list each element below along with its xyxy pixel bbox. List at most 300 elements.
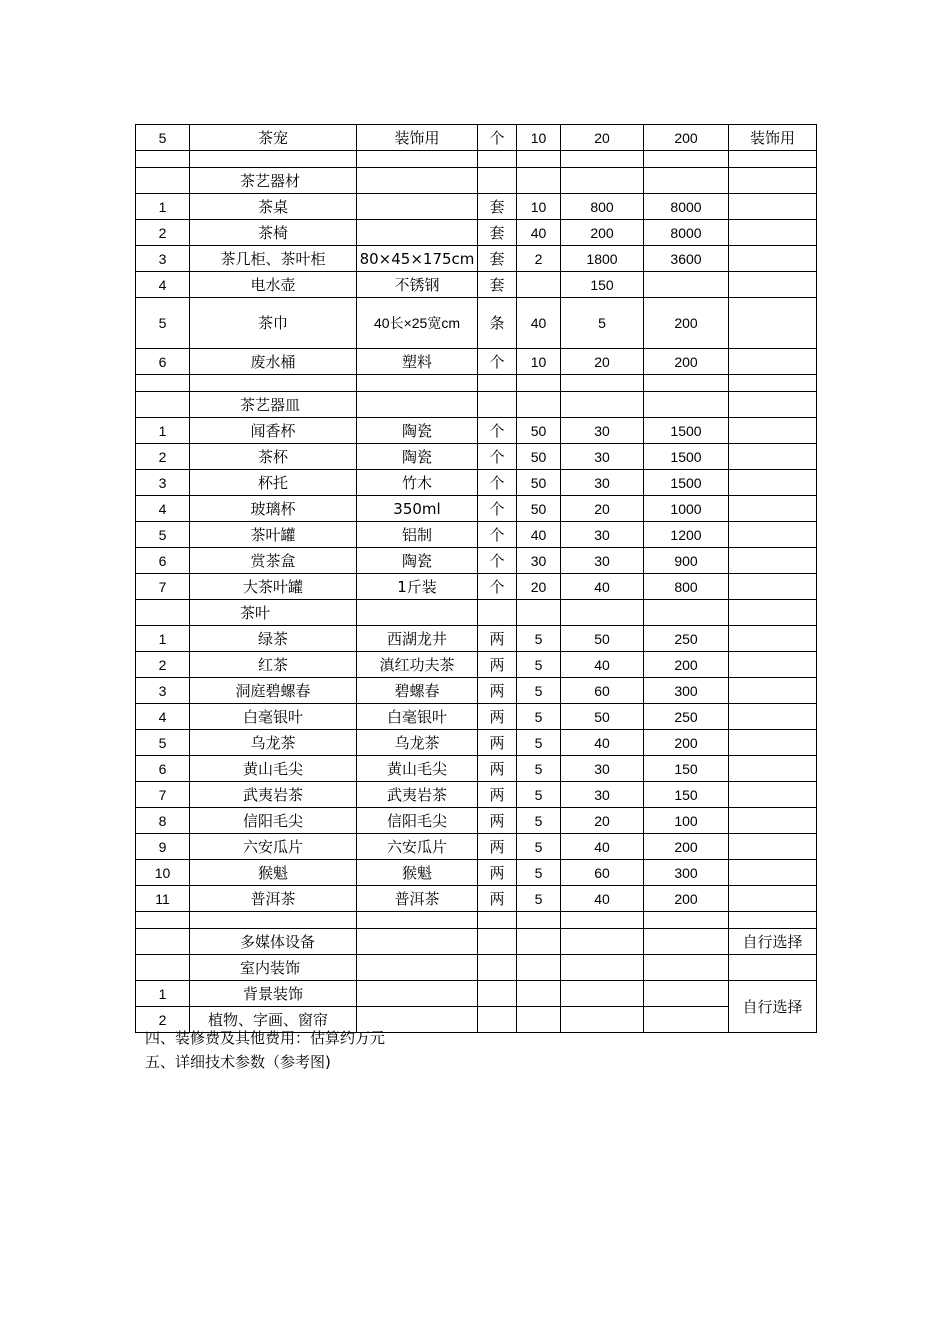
cell-spec: 乌龙茶 <box>357 730 478 756</box>
cell-spec <box>357 220 478 246</box>
cell-no <box>136 955 190 981</box>
cell-note <box>729 470 817 496</box>
cell-unit: 两 <box>478 678 517 704</box>
cell-qty: 5 <box>517 704 561 730</box>
cell-name: 多媒体设备 <box>190 929 357 955</box>
cell-price: 40 <box>561 886 644 912</box>
cell-total: 200 <box>644 834 729 860</box>
cell-spec: 80×45×175cm <box>357 246 478 272</box>
cell-no: 5 <box>136 730 190 756</box>
cell-price: 5 <box>561 298 644 349</box>
cell-spec: 1斤装 <box>357 574 478 600</box>
cell-unit: 套 <box>478 246 517 272</box>
cell-no: 8 <box>136 808 190 834</box>
cell-spec: 装饰用 <box>357 125 478 151</box>
cell-total: 200 <box>644 349 729 375</box>
cell-price <box>561 375 644 392</box>
cell-note <box>729 808 817 834</box>
cell-note <box>729 886 817 912</box>
cell-no: 5 <box>136 522 190 548</box>
cell-name: 茶叶罐 <box>190 522 357 548</box>
cell-total <box>644 375 729 392</box>
cell-no: 4 <box>136 496 190 522</box>
cell-price <box>561 151 644 168</box>
cell-unit: 个 <box>478 522 517 548</box>
cell-unit <box>478 151 517 168</box>
table-row <box>136 548 817 574</box>
cell-unit: 个 <box>478 496 517 522</box>
cell-unit <box>478 912 517 929</box>
cell-qty: 50 <box>517 470 561 496</box>
cell-name: 杯托 <box>190 470 357 496</box>
cell-unit: 套 <box>478 220 517 246</box>
cell-unit <box>478 981 517 1007</box>
cell-unit <box>478 392 517 418</box>
cell-total: 150 <box>644 756 729 782</box>
cell-spec <box>357 151 478 168</box>
cell-name: 信阳毛尖 <box>190 808 357 834</box>
cell-name: 绿茶 <box>190 626 357 652</box>
cell-total <box>644 981 729 1007</box>
cell-price: 20 <box>561 125 644 151</box>
cell-price: 20 <box>561 808 644 834</box>
cell-note <box>729 912 817 929</box>
cell-unit <box>478 375 517 392</box>
cell-qty: 5 <box>517 652 561 678</box>
cell-name: 大茶叶罐 <box>190 574 357 600</box>
cell-price <box>561 392 644 418</box>
cell-spec: 塑料 <box>357 349 478 375</box>
cell-note <box>729 756 817 782</box>
cell-no: 2 <box>136 220 190 246</box>
cell-spec: 普洱茶 <box>357 886 478 912</box>
cell-total <box>644 168 729 194</box>
cell-note <box>729 220 817 246</box>
cell-price: 150 <box>561 272 644 298</box>
cell-total <box>644 272 729 298</box>
cell-note <box>729 730 817 756</box>
cell-qty: 20 <box>517 574 561 600</box>
cell-spec: 陶瓷 <box>357 548 478 574</box>
cell-price <box>561 1007 644 1033</box>
table-row <box>136 496 817 522</box>
cell-no <box>136 600 190 626</box>
table-row <box>136 886 817 912</box>
cell-note <box>729 522 817 548</box>
table-row <box>136 834 817 860</box>
cell-note <box>729 168 817 194</box>
cell-spec: 武夷岩茶 <box>357 782 478 808</box>
cell-price: 60 <box>561 860 644 886</box>
cell-name: 废水桶 <box>190 349 357 375</box>
cell-qty <box>517 272 561 298</box>
cell-unit: 套 <box>478 272 517 298</box>
cell-no <box>136 392 190 418</box>
cell-unit: 条 <box>478 298 517 349</box>
cell-total <box>644 929 729 955</box>
cell-total: 1000 <box>644 496 729 522</box>
cell-name: 茶杯 <box>190 444 357 470</box>
cell-unit <box>478 1007 517 1033</box>
cell-name <box>190 151 357 168</box>
cell-name <box>190 912 357 929</box>
cell-spec: 350ml <box>357 496 478 522</box>
cell-note <box>729 834 817 860</box>
cell-no: 1 <box>136 626 190 652</box>
cell-note <box>729 860 817 886</box>
cell-unit <box>478 168 517 194</box>
cell-name: 室内装饰 <box>190 955 357 981</box>
cell-note <box>729 782 817 808</box>
cell-qty: 5 <box>517 782 561 808</box>
cell-qty: 10 <box>517 349 561 375</box>
cell-total: 200 <box>644 652 729 678</box>
cell-no: 9 <box>136 834 190 860</box>
cell-qty <box>517 1007 561 1033</box>
cell-price <box>561 981 644 1007</box>
cell-name: 茶巾 <box>190 298 357 349</box>
cell-qty <box>517 955 561 981</box>
equipment-budget-table <box>135 124 817 1033</box>
cell-unit: 个 <box>478 548 517 574</box>
cell-note <box>729 392 817 418</box>
cell-note <box>729 418 817 444</box>
cell-unit: 两 <box>478 782 517 808</box>
cell-qty <box>517 392 561 418</box>
cell-note <box>729 652 817 678</box>
cell-unit <box>478 955 517 981</box>
table-row <box>136 246 817 272</box>
cell-price: 200 <box>561 220 644 246</box>
cell-price: 800 <box>561 194 644 220</box>
cell-no <box>136 375 190 392</box>
cell-note <box>729 626 817 652</box>
cell-note: 自行选择 <box>729 929 817 955</box>
table-row <box>136 626 817 652</box>
cell-spec: 黄山毛尖 <box>357 756 478 782</box>
cell-name: 红茶 <box>190 652 357 678</box>
cell-spec <box>357 981 478 1007</box>
cell-price: 30 <box>561 522 644 548</box>
cell-total: 800 <box>644 574 729 600</box>
cell-no: 5 <box>136 125 190 151</box>
cell-note <box>729 151 817 168</box>
cell-note <box>729 574 817 600</box>
cell-qty <box>517 981 561 1007</box>
section-row <box>136 600 817 626</box>
cell-spec: 竹木 <box>357 470 478 496</box>
cell-note <box>729 246 817 272</box>
section-row <box>136 955 817 981</box>
cell-no <box>136 912 190 929</box>
table-row <box>136 418 817 444</box>
cell-unit: 两 <box>478 860 517 886</box>
cell-note <box>729 194 817 220</box>
cell-unit: 两 <box>478 756 517 782</box>
table-row <box>136 808 817 834</box>
cell-name: 茶椅 <box>190 220 357 246</box>
cell-note <box>729 444 817 470</box>
table-row <box>136 470 817 496</box>
cell-qty: 50 <box>517 496 561 522</box>
cell-no: 10 <box>136 860 190 886</box>
cell-unit <box>478 929 517 955</box>
cell-name: 茶几柜、茶叶柜 <box>190 246 357 272</box>
cell-total: 900 <box>644 548 729 574</box>
cell-name: 六安瓜片 <box>190 834 357 860</box>
table-row <box>136 756 817 782</box>
cell-qty: 5 <box>517 860 561 886</box>
cell-unit <box>478 600 517 626</box>
cell-spec: 六安瓜片 <box>357 834 478 860</box>
cell-name: 茶艺器材 <box>190 168 357 194</box>
cell-qty: 5 <box>517 834 561 860</box>
table-row <box>136 782 817 808</box>
cell-no: 4 <box>136 704 190 730</box>
cell-no <box>136 929 190 955</box>
cell-name: 乌龙茶 <box>190 730 357 756</box>
cell-no <box>136 168 190 194</box>
cell-qty: 10 <box>517 194 561 220</box>
table-row <box>136 574 817 600</box>
cell-no: 5 <box>136 298 190 349</box>
cell-spec: 滇红功夫茶 <box>357 652 478 678</box>
notes <box>145 1026 385 1074</box>
cell-qty <box>517 600 561 626</box>
section-row <box>136 168 817 194</box>
cell-note <box>729 678 817 704</box>
blank-row <box>136 375 817 392</box>
cell-name: 玻璃杯 <box>190 496 357 522</box>
cell-note <box>729 496 817 522</box>
cell-price: 40 <box>561 730 644 756</box>
table-row <box>136 522 817 548</box>
cell-spec: 白毫银叶 <box>357 704 478 730</box>
cell-total <box>644 151 729 168</box>
cell-qty: 2 <box>517 246 561 272</box>
cell-total: 1200 <box>644 522 729 548</box>
cell-price: 50 <box>561 704 644 730</box>
table-row <box>136 704 817 730</box>
cell-spec: 陶瓷 <box>357 444 478 470</box>
cell-no: 7 <box>136 574 190 600</box>
cell-unit: 个 <box>478 574 517 600</box>
cell-name: 普洱茶 <box>190 886 357 912</box>
cell-no: 11 <box>136 886 190 912</box>
table-row <box>136 730 817 756</box>
table-row <box>136 298 817 349</box>
cell-total: 250 <box>644 704 729 730</box>
cell-price: 40 <box>561 652 644 678</box>
table-row <box>136 194 817 220</box>
cell-qty: 5 <box>517 808 561 834</box>
cell-no: 2 <box>136 1007 190 1033</box>
table-row <box>136 678 817 704</box>
cell-price: 30 <box>561 470 644 496</box>
cell-spec <box>357 168 478 194</box>
cell-note <box>729 375 817 392</box>
cell-spec: 西湖龙井 <box>357 626 478 652</box>
cell-qty: 40 <box>517 220 561 246</box>
cell-unit: 个 <box>478 125 517 151</box>
cell-qty <box>517 929 561 955</box>
cell-name: 赏茶盒 <box>190 548 357 574</box>
cell-name: 黄山毛尖 <box>190 756 357 782</box>
cell-spec: 不锈钢 <box>357 272 478 298</box>
table-row <box>136 444 817 470</box>
cell-qty <box>517 151 561 168</box>
cell-note <box>729 298 817 349</box>
cell-unit: 两 <box>478 808 517 834</box>
cell-note <box>729 548 817 574</box>
cell-total: 8000 <box>644 194 729 220</box>
cell-total: 1500 <box>644 418 729 444</box>
cell-no: 1 <box>136 418 190 444</box>
note-renovation-cost: 四、装修费及其他费用：估算约万元 <box>145 1029 386 1047</box>
cell-price: 30 <box>561 418 644 444</box>
cell-name: 武夷岩茶 <box>190 782 357 808</box>
table-row <box>136 981 817 1007</box>
cell-qty: 50 <box>517 444 561 470</box>
cell-note <box>729 704 817 730</box>
cell-name: 背景装饰 <box>190 981 357 1007</box>
cell-name: 茶艺器皿 <box>190 392 357 418</box>
cell-qty <box>517 912 561 929</box>
cell-qty: 5 <box>517 730 561 756</box>
cell-name: 茶桌 <box>190 194 357 220</box>
cell-spec <box>357 375 478 392</box>
cell-price: 1800 <box>561 246 644 272</box>
cell-total: 300 <box>644 860 729 886</box>
cell-total: 8000 <box>644 220 729 246</box>
cell-spec <box>357 600 478 626</box>
cell-spec <box>357 392 478 418</box>
cell-note <box>729 349 817 375</box>
cell-spec <box>357 929 478 955</box>
cell-spec: 信阳毛尖 <box>357 808 478 834</box>
cell-spec: 猴魁 <box>357 860 478 886</box>
cell-total <box>644 600 729 626</box>
cell-qty <box>517 375 561 392</box>
note-technical-params: 五、详细技术参数（参考图) <box>145 1053 331 1071</box>
cell-price <box>561 955 644 981</box>
cell-qty <box>517 168 561 194</box>
cell-price <box>561 912 644 929</box>
cell-total <box>644 392 729 418</box>
cell-price: 20 <box>561 496 644 522</box>
cell-no: 6 <box>136 756 190 782</box>
cell-no: 6 <box>136 548 190 574</box>
cell-total: 200 <box>644 886 729 912</box>
cell-price: 30 <box>561 548 644 574</box>
cell-total <box>644 912 729 929</box>
cell-price <box>561 600 644 626</box>
cell-note <box>729 272 817 298</box>
cell-note: 装饰用 <box>729 125 817 151</box>
cell-no: 4 <box>136 272 190 298</box>
cell-unit: 个 <box>478 444 517 470</box>
section-row <box>136 392 817 418</box>
cell-total <box>644 1007 729 1033</box>
table-row <box>136 272 817 298</box>
cell-spec: 陶瓷 <box>357 418 478 444</box>
cell-note <box>729 600 817 626</box>
cell-total: 3600 <box>644 246 729 272</box>
cell-price: 30 <box>561 782 644 808</box>
cell-qty: 40 <box>517 298 561 349</box>
table-row <box>136 652 817 678</box>
table-row <box>136 349 817 375</box>
table-row <box>136 860 817 886</box>
cell-spec <box>357 194 478 220</box>
cell-qty: 30 <box>517 548 561 574</box>
cell-spec <box>357 912 478 929</box>
blank-row <box>136 912 817 929</box>
cell-qty: 5 <box>517 626 561 652</box>
cell-note <box>729 955 817 981</box>
cell-name: 洞庭碧螺春 <box>190 678 357 704</box>
cell-spec: 铝制 <box>357 522 478 548</box>
cell-qty: 5 <box>517 886 561 912</box>
cell-price: 40 <box>561 574 644 600</box>
cell-price: 20 <box>561 349 644 375</box>
cell-name: 电水壶 <box>190 272 357 298</box>
cell-unit: 两 <box>478 626 517 652</box>
cell-no: 1 <box>136 981 190 1007</box>
cell-total: 1500 <box>644 470 729 496</box>
cell-no: 3 <box>136 678 190 704</box>
cell-total: 1500 <box>644 444 729 470</box>
cell-no: 3 <box>136 470 190 496</box>
cell-unit: 个 <box>478 470 517 496</box>
cell-total <box>644 955 729 981</box>
cell-name: 茶叶 <box>190 600 357 626</box>
cell-no <box>136 151 190 168</box>
cell-unit: 套 <box>478 194 517 220</box>
cell-price: 60 <box>561 678 644 704</box>
cell-unit: 个 <box>478 418 517 444</box>
cell-no: 2 <box>136 652 190 678</box>
cell-qty: 40 <box>517 522 561 548</box>
cell-name: 猴魁 <box>190 860 357 886</box>
cell-name: 茶宠 <box>190 125 357 151</box>
cell-total: 100 <box>644 808 729 834</box>
section-row <box>136 929 817 955</box>
table-row <box>136 220 817 246</box>
blank-row <box>136 151 817 168</box>
cell-no: 1 <box>136 194 190 220</box>
table-row <box>136 125 817 151</box>
cell-no: 7 <box>136 782 190 808</box>
cell-price: 30 <box>561 444 644 470</box>
cell-price <box>561 929 644 955</box>
cell-name: 植物、字画、窗帘 <box>190 1007 357 1033</box>
cell-unit: 两 <box>478 834 517 860</box>
cell-total: 200 <box>644 125 729 151</box>
cell-unit: 两 <box>478 704 517 730</box>
cell-price: 30 <box>561 756 644 782</box>
cell-total: 200 <box>644 298 729 349</box>
cell-unit: 两 <box>478 730 517 756</box>
cell-unit: 两 <box>478 886 517 912</box>
cell-no: 2 <box>136 444 190 470</box>
cell-unit: 个 <box>478 349 517 375</box>
cell-price <box>561 168 644 194</box>
cell-name: 白毫银叶 <box>190 704 357 730</box>
cell-unit: 两 <box>478 652 517 678</box>
cell-total: 200 <box>644 730 729 756</box>
cell-spec: 碧螺春 <box>357 678 478 704</box>
